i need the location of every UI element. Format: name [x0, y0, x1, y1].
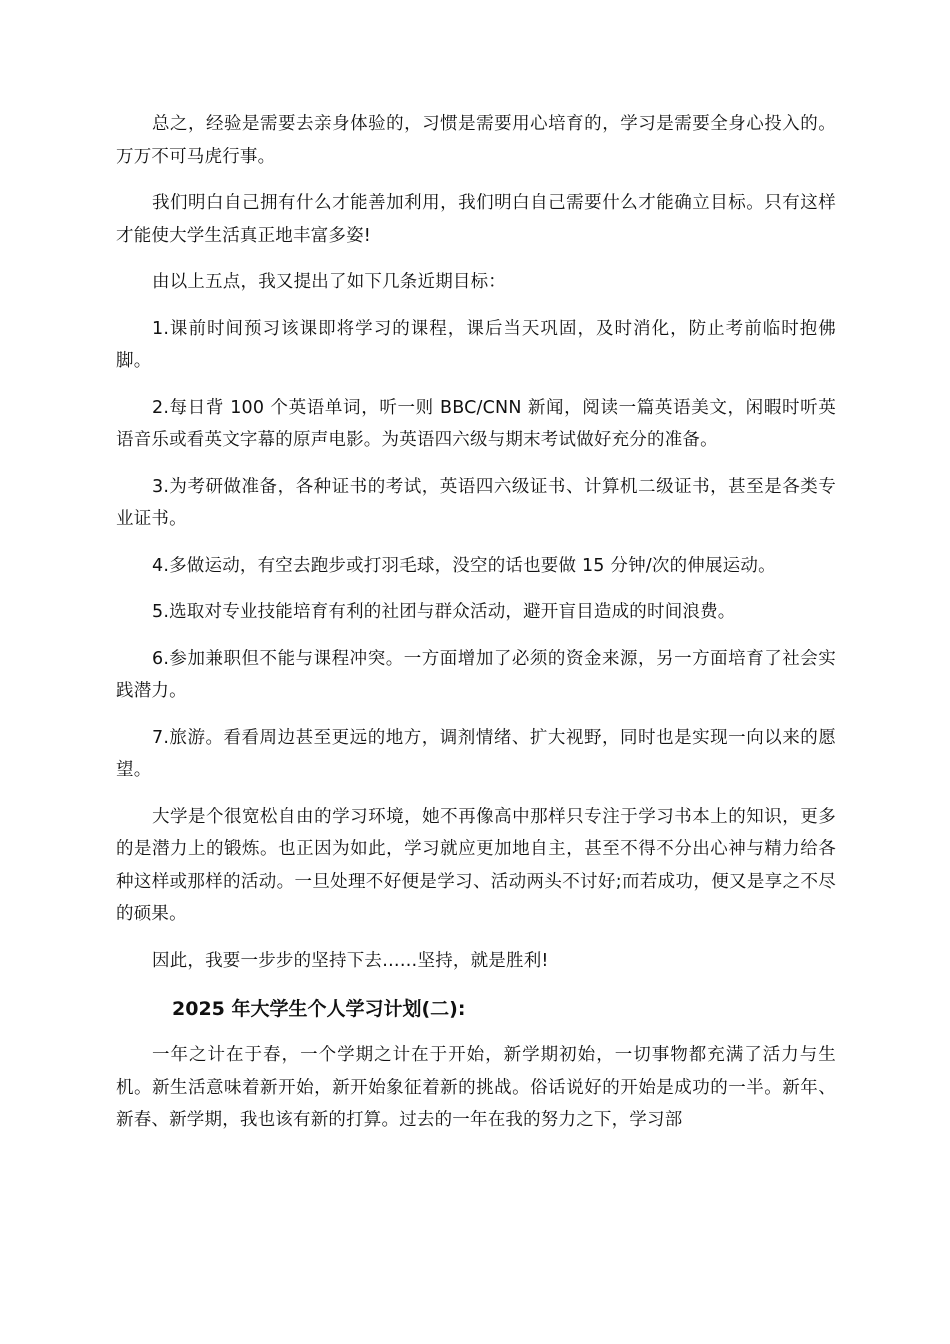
paragraph-summary: 总之，经验是需要去亲身体验的，习惯是需要用心培育的，学习是需要全身心投入的。万万不可马虎行事。	[116, 114, 836, 167]
list-item-goal-6: 6.参加兼职但不能与课程冲突。一方面增加了必须的资金来源，另一方面培育了社会实践潜力。	[116, 648, 836, 701]
paragraph-new-semester: 一年之计在于春，一个学期之计在于开始，新学期初始，一切事物都充满了活力与生机。新生活意味着新开始，新开始象征着新的挑战。俗话说好的开始是成功的一半。新年、新春、新学期，我也该有新的打算。过去的一年在我的努力之下，学习部	[116, 1045, 836, 1130]
document-page	[116, 108, 836, 1151]
list-item-goal-1: 1.课前时间预习该课即将学习的课程，课后当天巩固，及时消化，防止考前临时抱佛脚。	[116, 318, 836, 371]
list-item-goal-4: 4.多做运动，有空去跑步或打羽毛球，没空的话也要做 15 分钟/次的伸展运动。	[152, 555, 776, 576]
paragraph-goals-intro: 我们明白自己拥有什么才能善加利用，我们明白自己需要什么才能确立目标。只有这样才能使大学生活真正地丰富多姿!	[116, 193, 836, 246]
paragraph-university-environment: 大学是个很宽松自由的学习环境，她不再像高中那样只专注于学习书本上的知识，更多的是潜力上的锻炼。也正因为如此，学习就应更加地自主，甚至不得不分出心神与精力给各种这样或那样的活动。一旦处理不好便是学习、活动两头不讨好;而若成功，便又是享之不尽的硕果。	[116, 806, 836, 924]
paragraph-five-points: 由以上五点，我又提出了如下几条近期目标：	[152, 272, 506, 292]
list-item-goal-3: 3.为考研做准备，各种证书的考试，英语四六级证书、计算机二级证书，甚至是各类专业证书。	[116, 476, 836, 529]
list-item-goal-7: 7.旅游。看看周边甚至更远的地方，调剂情绪、扩大视野，同时也是实现一向以来的愿望。	[116, 727, 836, 780]
section-heading: 2025 年大学生个人学习计划(二):	[172, 998, 466, 1020]
list-item-goal-5: 5.选取对专业技能培育有利的社团与群众活动，避开盲目造成的时间浪费。	[152, 602, 736, 622]
list-item-goal-2: 2.每日背 100 个英语单词，听一则 BBC/CNN 新闻，阅读一篇英语美文，闲暇时听英语音乐或看英文字幕的原声电影。为英语四六级与期末考试做好充分的准备。	[116, 397, 836, 450]
paragraph-conclusion: 因此，我要一步步的坚持下去……坚持，就是胜利!	[152, 950, 549, 971]
